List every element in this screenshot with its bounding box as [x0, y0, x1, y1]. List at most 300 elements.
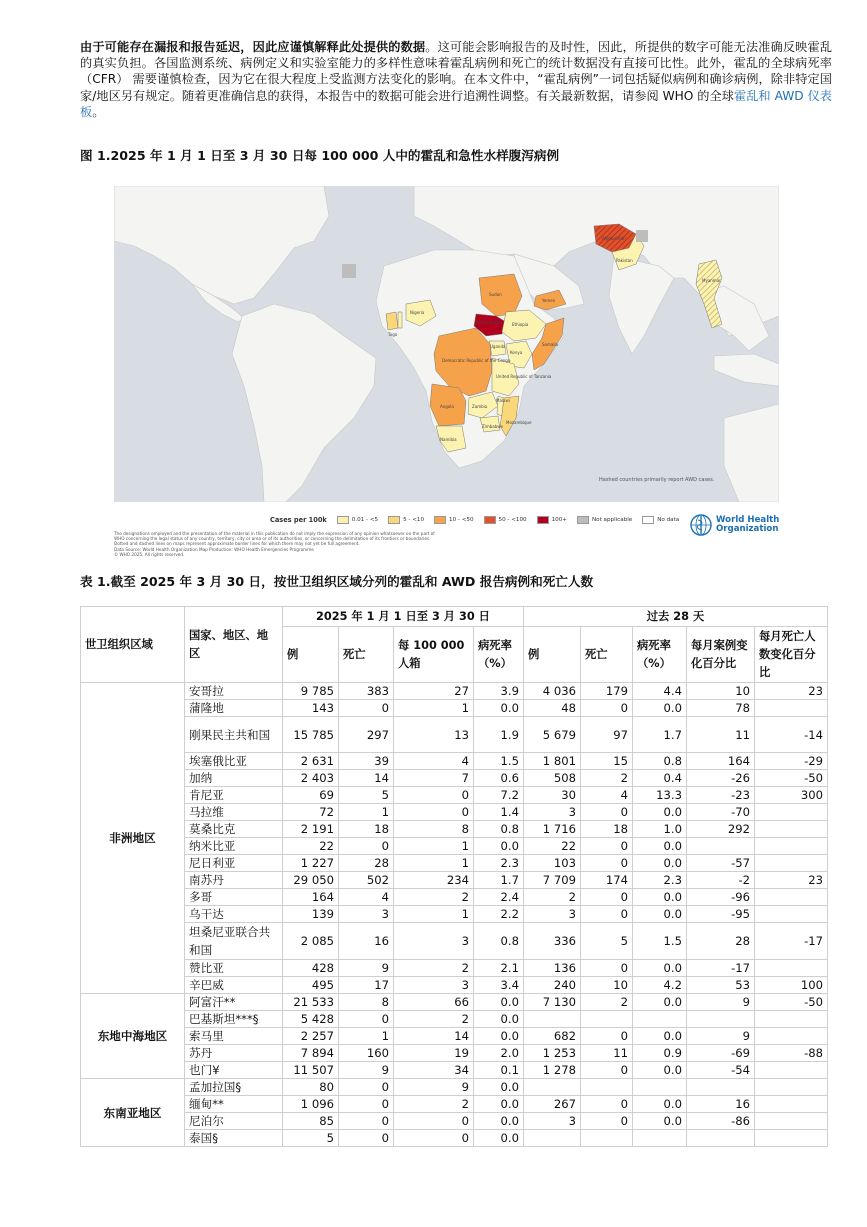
cases-cell: 5 [283, 1130, 339, 1147]
case-change-cell: -69 [687, 1045, 755, 1062]
cfr28-cell: 4.4 [633, 683, 687, 700]
per100k-cell: 4 [394, 753, 474, 770]
table-row [81, 787, 828, 804]
cases28-cell: 1 253 [524, 1045, 581, 1062]
country-cell: 尼日利亚 [185, 855, 283, 872]
hatched-note: Hashed countries primarily report AWD cases. [599, 477, 715, 483]
cases-cell: 69 [283, 787, 339, 804]
cfr-cell: 1.7 [474, 872, 524, 889]
cfr-cell: 0.8 [474, 923, 524, 960]
cfr28-cell: 4.2 [633, 977, 687, 994]
cfr28-cell: 0.0 [633, 906, 687, 923]
deaths28-cell: 10 [581, 977, 633, 994]
deaths-cell: 160 [339, 1045, 394, 1062]
cfr28-cell: 0.0 [633, 1062, 687, 1079]
death-change-cell [755, 1079, 828, 1096]
cases-cell: 80 [283, 1079, 339, 1096]
table-row [81, 1028, 828, 1045]
country-cell: 马拉维 [185, 804, 283, 821]
cases28-cell: 682 [524, 1028, 581, 1045]
country-cell: 纳米比亚 [185, 838, 283, 855]
cases28-cell: 5 679 [524, 717, 581, 753]
table-row [81, 1011, 828, 1028]
deaths28-cell: 0 [581, 838, 633, 855]
cases-cell: 2 085 [283, 923, 339, 960]
deaths-cell: 8 [339, 994, 394, 1011]
case-change-cell: -23 [687, 787, 755, 804]
figure-title: 图 1.2025 年 1 月 1 日至 3 月 30 日每 100 000 人中的霍乱和急性水样腹泻病例 [80, 148, 560, 163]
cfr-cell: 2.0 [474, 1045, 524, 1062]
table-row [81, 923, 828, 960]
deaths-cell: 3 [339, 906, 394, 923]
table-row [81, 906, 828, 923]
cases28-cell: 240 [524, 977, 581, 994]
case-change-cell [687, 1079, 755, 1096]
deaths-cell: 0 [339, 700, 394, 717]
legend-swatch [484, 516, 496, 524]
death-change-cell [755, 700, 828, 717]
cfr-cell: 2.2 [474, 906, 524, 923]
deaths-cell: 4 [339, 889, 394, 906]
map-label: United Republic of Tanzania [496, 374, 552, 379]
legend-label: 0.01 - <5 [351, 517, 379, 523]
case-change-cell: 9 [687, 1028, 755, 1045]
map-label: Zambia [472, 404, 488, 409]
per100k-cell: 3 [394, 977, 474, 994]
cfr-cell: 2.3 [474, 855, 524, 872]
cfr-cell: 0.0 [474, 1130, 524, 1147]
cfr-cell: 0.0 [474, 838, 524, 855]
header-case-change: 每月案例变化百分比 [687, 627, 755, 683]
country-cell: 辛巴威 [185, 977, 283, 994]
cfr28-cell: 2.3 [633, 872, 687, 889]
death-change-cell [755, 1113, 828, 1130]
who-name: World Health Organization [716, 514, 780, 534]
per100k-cell: 0 [394, 787, 474, 804]
cases-cell: 15 785 [283, 717, 339, 753]
deaths-cell: 17 [339, 977, 394, 994]
case-change-cell [687, 1011, 755, 1028]
deaths28-cell: 97 [581, 717, 633, 753]
country-cell: 也门¥ [185, 1062, 283, 1079]
death-change-cell [755, 960, 828, 977]
header-deaths: 死亡 [339, 627, 394, 683]
cases-cell: 22 [283, 838, 339, 855]
deaths-cell: 0 [339, 1130, 394, 1147]
table-row [81, 804, 828, 821]
cfr28-cell [633, 1079, 687, 1096]
case-change-cell: 10 [687, 683, 755, 700]
map-label: Sudan [489, 292, 502, 297]
cases28-cell [524, 1130, 581, 1147]
header-region: 世卫组织区域 [81, 607, 185, 683]
cfr-cell: 0.6 [474, 770, 524, 787]
deaths28-cell: 11 [581, 1045, 633, 1062]
cases28-cell [524, 1011, 581, 1028]
cases28-cell: 508 [524, 770, 581, 787]
cfr-cell: 1.5 [474, 753, 524, 770]
cfr-cell: 2.1 [474, 960, 524, 977]
country-cell: 缅甸** [185, 1096, 283, 1113]
death-change-cell: -88 [755, 1045, 828, 1062]
country-cell: 苏丹 [185, 1045, 283, 1062]
deaths28-cell: 15 [581, 753, 633, 770]
case-change-cell: 53 [687, 977, 755, 994]
deaths-cell: 383 [339, 683, 394, 700]
case-change-cell: 16 [687, 1096, 755, 1113]
cfr-cell: 0.0 [474, 1096, 524, 1113]
legend-item [577, 516, 632, 524]
cfr28-cell: 0.0 [633, 1096, 687, 1113]
cases-cell: 139 [283, 906, 339, 923]
case-change-cell: -95 [687, 906, 755, 923]
cfr28-cell: 0.0 [633, 994, 687, 1011]
cfr28-cell: 0.0 [633, 1028, 687, 1045]
cfr28-cell: 0.0 [633, 838, 687, 855]
cases28-cell: 3 [524, 1113, 581, 1130]
death-change-cell [755, 1028, 828, 1045]
case-change-cell: 9 [687, 994, 755, 1011]
legend-item [642, 516, 679, 524]
case-change-cell: 292 [687, 821, 755, 838]
cfr28-cell: 0.0 [633, 700, 687, 717]
deaths28-cell: 2 [581, 994, 633, 1011]
map-disclaimer: The designations employed and the presentation of the material in this publication do not imply the expression of any opinion whatsoever on the part of WHO concerning the legal status of any country, territory, city or area or of its authorities, or concerning the delimitation of its frontiers or boundaries. Dotted and dashed lines on maps represent approximate border lines for which there may not yet be full agreement. [114, 531, 435, 546]
legend-label: 10 - <50 [449, 517, 474, 523]
header-country: 国家、地区、地区 [185, 607, 283, 683]
legend-swatch [537, 516, 549, 524]
intro-text-end: 。 [92, 104, 105, 119]
legend-label: 5 - <10 [403, 517, 425, 523]
deaths28-cell: 0 [581, 804, 633, 821]
cfr-cell: 0.0 [474, 1079, 524, 1096]
cfr28-cell [633, 1130, 687, 1147]
intro-bold-sentence: 由于可能存在漏报和报告延迟，因此应谨慎解释此处提供的数据 [80, 40, 426, 54]
country-cell: 尼泊尔 [185, 1113, 283, 1130]
header-cases-28: 例 [524, 627, 581, 683]
death-change-cell: -50 [755, 770, 828, 787]
case-change-cell: -86 [687, 1113, 755, 1130]
map-label: Uganda [490, 344, 506, 349]
deaths-cell: 18 [339, 821, 394, 838]
case-change-cell: 164 [687, 753, 755, 770]
table-row [81, 855, 828, 872]
header-row [81, 607, 828, 627]
deaths28-cell: 2 [581, 770, 633, 787]
table-row [81, 994, 828, 1011]
deaths-cell: 16 [339, 923, 394, 960]
legend-label: Not applicable [591, 517, 633, 523]
cases-cell: 9 785 [283, 683, 339, 700]
cfr-cell: 2.4 [474, 889, 524, 906]
deaths-cell: 0 [339, 1079, 394, 1096]
per100k-cell: 34 [394, 1062, 474, 1079]
south-america-shape [232, 304, 376, 502]
map-label: Nigeria [410, 310, 425, 315]
map-label: Ethiopia [512, 322, 529, 327]
death-change-cell [755, 838, 828, 855]
cases-cell: 1 227 [283, 855, 339, 872]
map-label: Somalia [542, 342, 559, 347]
deaths-cell: 297 [339, 717, 394, 753]
region-cell: 非洲地区 [81, 683, 185, 994]
haiti-shape [342, 264, 356, 278]
cfr28-cell: 0.0 [633, 960, 687, 977]
cases-cell: 29 050 [283, 872, 339, 889]
deaths28-cell: 4 [581, 787, 633, 804]
map-source: Data Source: World Health Organization Map Production: WHO Health Emergencies Programme © WHO 2025. All rights reserved. [114, 547, 314, 557]
cfr28-cell: 1.0 [633, 821, 687, 838]
country-cell: 南苏丹 [185, 872, 283, 889]
case-change-cell: 11 [687, 717, 755, 753]
per100k-cell: 19 [394, 1045, 474, 1062]
cfr28-cell: 0.0 [633, 804, 687, 821]
deaths-cell: 5 [339, 787, 394, 804]
iran-shape [636, 230, 648, 242]
cases28-cell: 22 [524, 838, 581, 855]
per100k-cell: 1 [394, 700, 474, 717]
cfr28-cell: 0.0 [633, 855, 687, 872]
death-change-cell [755, 1096, 828, 1113]
table-row [81, 1062, 828, 1079]
table-row [81, 683, 828, 700]
country-cell: 孟加拉国§ [185, 1079, 283, 1096]
deaths-cell: 9 [339, 960, 394, 977]
country-cell: 安哥拉 [185, 683, 283, 700]
deaths-cell: 502 [339, 872, 394, 889]
legend-label: 50 - <100 [498, 517, 527, 523]
legend-label: No data [657, 517, 680, 523]
case-change-cell: -26 [687, 770, 755, 787]
per100k-cell: 9 [394, 1079, 474, 1096]
dashboard-link[interactable]: 霍乱和 AWD 仪表板 [80, 88, 832, 119]
map-label: Afghanistan [602, 236, 626, 241]
region-cell: 东南亚地区 [81, 1079, 185, 1147]
deaths-cell: 0 [339, 1113, 394, 1130]
cfr-cell: 3.9 [474, 683, 524, 700]
death-change-cell: -50 [755, 994, 828, 1011]
map-svg [114, 186, 779, 502]
table-row [81, 872, 828, 889]
per100k-cell: 2 [394, 889, 474, 906]
country-cell: 赞比亚 [185, 960, 283, 977]
country-cell: 莫桑比克 [185, 821, 283, 838]
cases28-cell: 3 [524, 804, 581, 821]
case-change-cell: -70 [687, 804, 755, 821]
cfr-cell: 1.9 [474, 717, 524, 753]
map-label: Yemen [542, 298, 556, 303]
cases28-cell: 30 [524, 787, 581, 804]
country-cell: 阿富汗** [185, 994, 283, 1011]
cases-cell: 495 [283, 977, 339, 994]
per100k-cell: 3 [394, 923, 474, 960]
cases28-cell: 7 709 [524, 872, 581, 889]
death-change-cell: 100 [755, 977, 828, 994]
table-row [81, 753, 828, 770]
case-change-cell: 78 [687, 700, 755, 717]
who-logo [690, 514, 796, 536]
table-row [81, 700, 828, 717]
deaths28-cell: 0 [581, 700, 633, 717]
legend-item [434, 516, 474, 524]
cholera-table [80, 606, 828, 1147]
india-shape [609, 256, 674, 354]
cfr-cell: 0.0 [474, 1113, 524, 1130]
cases28-cell: 7 130 [524, 994, 581, 1011]
legend-item [337, 516, 378, 524]
deaths-cell: 14 [339, 770, 394, 787]
map-label: Kenya [510, 350, 523, 355]
cases-cell: 2 257 [283, 1028, 339, 1045]
north-america-shape [114, 186, 329, 304]
death-change-cell: -14 [755, 717, 828, 753]
deaths28-cell: 0 [581, 1096, 633, 1113]
map-label: Democratic Republic of the Congo [442, 358, 511, 363]
cfr28-cell: 13.3 [633, 787, 687, 804]
indonesia-shape [714, 354, 779, 386]
ghana-shape [386, 312, 398, 330]
table-row [81, 838, 828, 855]
header-per100k: 每 100 000 人箱 [394, 627, 474, 683]
country-cell: 泰国§ [185, 1130, 283, 1147]
case-change-cell: -96 [687, 889, 755, 906]
map-legend [270, 513, 679, 527]
deaths28-cell: 0 [581, 906, 633, 923]
cfr-cell: 0.0 [474, 1011, 524, 1028]
country-cell: 刚果民主共和国 [185, 717, 283, 753]
map-label: Pakistan [616, 258, 633, 263]
intro-text: 。这可能会影响报告的及时性，因此，所提供的数字可能无法准确反映霍乱的真实负担。各国监测系统、病例定义和实验室能力的多样性意味着霍乱病例和死亡的统计数据没有直接可比性。此外，霍乱的全球病死率 （CFR） 需要谨慎检查，因为它在很大程度上受监测方法变化的影响。在本文件中，“霍乱病例”一词包括疑似病例和确诊病例，除非特定国家/地区另有规定。随着更准确信息的获得，本报告中的数据可能会进行追溯性调整。有关最新数据，请参阅 WHO 的全球 [80, 40, 833, 103]
case-change-cell: -57 [687, 855, 755, 872]
legend-item [537, 516, 567, 524]
legend-item [388, 516, 424, 524]
map-label: Malawi [496, 398, 510, 403]
per100k-cell: 7 [394, 770, 474, 787]
deaths-cell: 0 [339, 1011, 394, 1028]
cfr-cell: 7.2 [474, 787, 524, 804]
death-change-cell [755, 804, 828, 821]
per100k-cell: 1 [394, 906, 474, 923]
case-change-cell: -54 [687, 1062, 755, 1079]
legend-title: Cases per 100k [270, 516, 327, 524]
legend-label: 100+ [551, 517, 567, 523]
legend-item [484, 516, 527, 524]
cases-cell: 7 894 [283, 1045, 339, 1062]
table-body [81, 683, 828, 1147]
map-label: Mozambique [506, 420, 532, 425]
deaths28-cell: 0 [581, 960, 633, 977]
header-cfr: 病死率 （%） [474, 627, 524, 683]
cfr-cell: 0.0 [474, 1028, 524, 1045]
table-head [81, 607, 828, 683]
per100k-cell: 234 [394, 872, 474, 889]
header-death-change: 每月死亡人数变化百分比 [755, 627, 828, 683]
cfr28-cell: 0.4 [633, 770, 687, 787]
cases-cell: 2 403 [283, 770, 339, 787]
cholera-map [114, 186, 779, 502]
cases-cell: 2 191 [283, 821, 339, 838]
deaths-cell: 9 [339, 1062, 394, 1079]
cases28-cell: 4 036 [524, 683, 581, 700]
cases28-cell: 103 [524, 855, 581, 872]
country-cell: 坦桑尼亚联合共和国 [185, 923, 283, 960]
legend-swatch [388, 516, 400, 524]
deaths28-cell: 0 [581, 855, 633, 872]
per100k-cell: 1 [394, 855, 474, 872]
togo-shape [398, 312, 402, 328]
cases28-cell: 1 801 [524, 753, 581, 770]
table-row [81, 1113, 828, 1130]
deaths-cell: 0 [339, 1096, 394, 1113]
deaths-cell: 0 [339, 838, 394, 855]
deaths28-cell: 0 [581, 1062, 633, 1079]
table-row [81, 821, 828, 838]
case-change-cell: 28 [687, 923, 755, 960]
cases28-cell: 267 [524, 1096, 581, 1113]
country-cell: 蒲隆地 [185, 700, 283, 717]
who-emblem-icon [690, 514, 712, 536]
header-deaths-28: 死亡 [581, 627, 633, 683]
cases28-cell: 3 [524, 906, 581, 923]
table-row [81, 1045, 828, 1062]
per100k-cell: 13 [394, 717, 474, 753]
cfr-cell: 1.4 [474, 804, 524, 821]
cases-cell: 164 [283, 889, 339, 906]
map-label: South Sudan [476, 320, 502, 325]
country-cell: 加纳 [185, 770, 283, 787]
cfr-cell: 0.8 [474, 821, 524, 838]
cfr-cell: 3.4 [474, 977, 524, 994]
cases-cell: 85 [283, 1113, 339, 1130]
case-change-cell: -2 [687, 872, 755, 889]
region-cell: 东地中海地区 [81, 994, 185, 1079]
cases28-cell: 1 716 [524, 821, 581, 838]
table-row [81, 1130, 828, 1147]
deaths28-cell: 5 [581, 923, 633, 960]
table-title: 表 1.截至 2025 年 3 月 30 日，按世卫组织区域分列的霍乱和 AWD 报告病例和死亡人数 [80, 574, 594, 589]
map-label: Namibia [440, 437, 457, 442]
death-change-cell: 23 [755, 872, 828, 889]
per100k-cell: 0 [394, 1130, 474, 1147]
cases-cell: 1 096 [283, 1096, 339, 1113]
death-change-cell: -29 [755, 753, 828, 770]
per100k-cell: 14 [394, 1028, 474, 1045]
death-change-cell: 300 [755, 787, 828, 804]
death-change-cell: -17 [755, 923, 828, 960]
map-label: Angola [440, 404, 454, 409]
death-change-cell: 23 [755, 683, 828, 700]
death-change-cell [755, 1062, 828, 1079]
deaths28-cell: 0 [581, 1113, 633, 1130]
deaths28-cell [581, 1011, 633, 1028]
header-cases: 例 [283, 627, 339, 683]
per100k-cell: 2 [394, 1096, 474, 1113]
deaths-cell: 1 [339, 1028, 394, 1045]
deaths-cell: 28 [339, 855, 394, 872]
cfr28-cell: 0.8 [633, 753, 687, 770]
deaths-cell: 1 [339, 804, 394, 821]
per100k-cell: 66 [394, 994, 474, 1011]
legend-swatch [642, 516, 654, 524]
cfr-cell: 0.1 [474, 1062, 524, 1079]
deaths-cell: 39 [339, 753, 394, 770]
death-change-cell [755, 889, 828, 906]
cfr28-cell: 0.0 [633, 889, 687, 906]
table-row [81, 960, 828, 977]
table-row [81, 977, 828, 994]
case-change-cell [687, 838, 755, 855]
per100k-cell: 2 [394, 1011, 474, 1028]
